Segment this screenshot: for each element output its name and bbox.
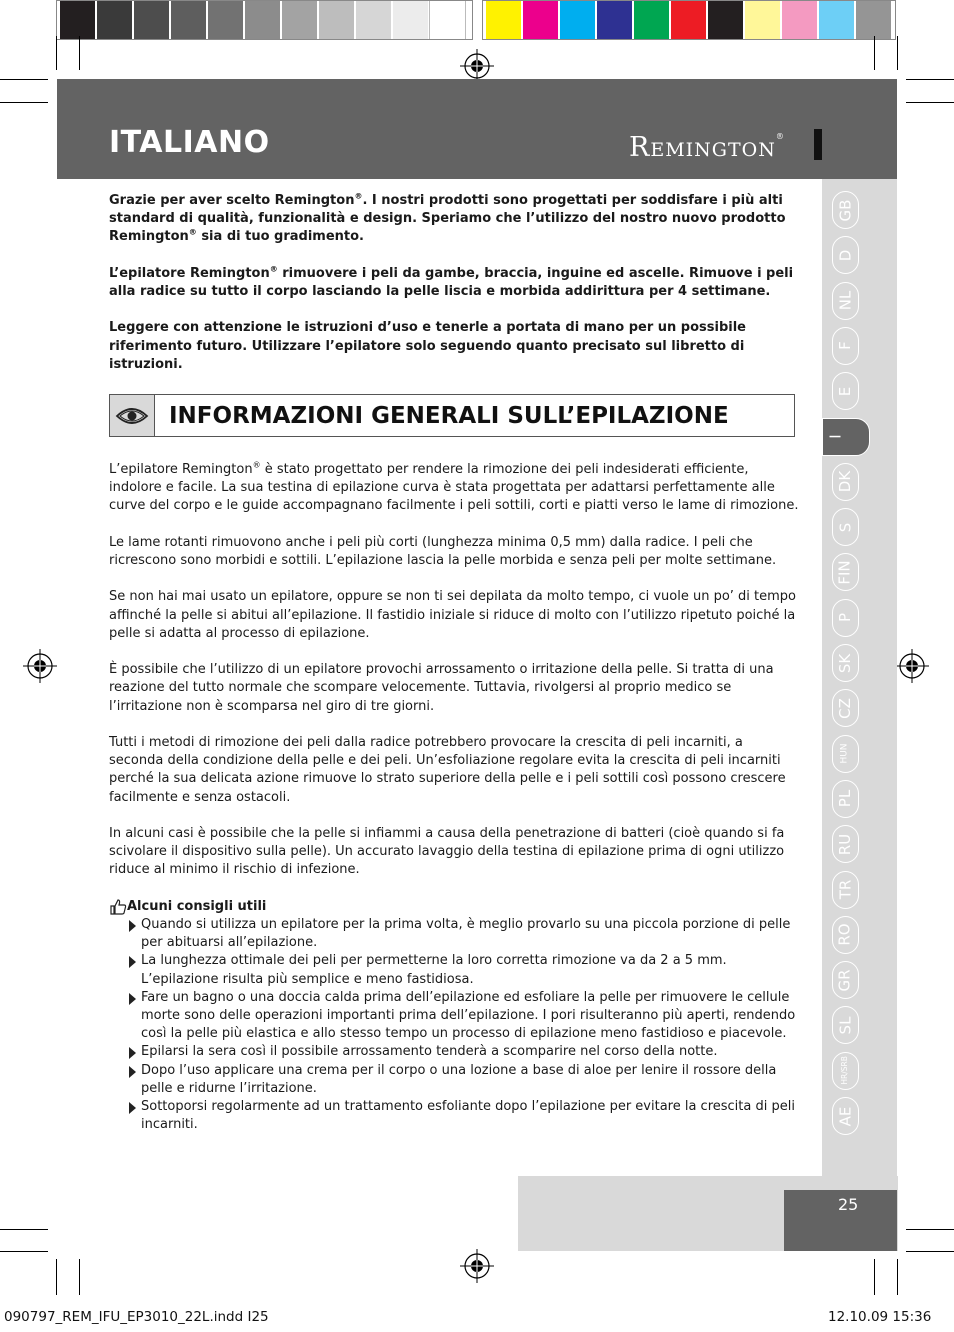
page-header [57,79,897,179]
language-tab-dk[interactable] [832,463,859,501]
language-tab-fin[interactable] [832,553,859,591]
crop-mark [56,1259,57,1295]
page-number: 25 [838,1195,859,1214]
swatch-frame [482,0,896,40]
language-tab-label: CZ [836,697,854,719]
tips-heading [109,898,799,916]
language-tab-label: S [836,522,854,532]
tip-item [109,1098,799,1134]
intro-paragraph: L’epilatore Remington® rimuovere i peli da gambe, braccia, inguine ed ascelle. Rimuove i peli alla radice su tutto il corpo lasciando la pelle liscia e morbida addirittura per 4 settimane. [109,264,794,299]
tip-item [109,989,799,1044]
language-tab-label: HUN [840,743,850,764]
intro-paragraph: Leggere con attenzione le istruzioni d’uso e tenerle a portata di mano per un possibile riferimento futuro. Utilizzare l’epilatore solo seguendo quanto precisato sul libretto di istruzioni. [109,320,746,372]
tip-text: Sottoporsi regolarmente ad un trattamento esfoliante dopo l’epilazione per evitare la crescita di peli incarniti. [141,1099,795,1133]
language-tab-hr-srb[interactable] [832,1052,859,1090]
bullet-arrow-icon [129,993,136,1005]
language-tab-p[interactable] [832,599,859,637]
language-tab-sl[interactable] [832,1006,859,1044]
tip-text: Fare un bagno o una doccia calda prima dell’epilazione ed esfoliare la pelle per rimuovere le cellule morte sono delle operazioni importanti prima dell’epilazione. I pori risulteranno più aperti, rendendo così la pelle più elastica e allo stesso tempo un processo di epilazione meno fastidioso e piacevole. [141,989,796,1042]
language-tab-ae[interactable] [832,1097,859,1135]
body-paragraph: In alcuni casi è possibile che la pelle si infiammi a causa della penetrazione di batteri (cioè quando si fa scivolare il dispositivo sulla pelle). Un accurato lavaggio della testina di epilazione prima di ogni utilizzo riduce al minimo il rischio di infezione. [109,825,785,878]
bullet-arrow-icon [129,1066,136,1078]
body-paragraph: Le lame rotanti rimuovono anche i peli più corti (lunghezza minima 0,5 mm) dalla radice. I peli che ricrescono sono morbidi e sottili. L’epilazione lascia la pelle morbida e senza peli per molte settimane. [109,534,777,568]
language-tab-pl[interactable] [832,780,859,818]
tip-text: La lunghezza ottimale dei peli per permetterne la loro corretta rimozione va da 2 a 5 mm. L’epilazione risulta più semplice e meno fastidiosa. [141,953,727,987]
bullet-arrow-icon [129,920,136,932]
language-tab-label: AE [836,1106,854,1126]
body-paragraph: Tutti i metodi di rimozione dei peli dalla radice potrebbero provocare la crescita di peli incarniti, a seconda della condizione della pelle e dei peli. Un’esfoliazione regolare evita la crescita di peli incarniti perché la sua delicata azione rimuove lo strato superiore della pelle e i peli sottili così possono crescere facilmente e senza ostacoli. [109,734,786,805]
language-tab-label: NL [835,290,854,311]
registration-mark-left [23,649,57,683]
language-tab-label: TR [836,879,854,900]
crop-mark [0,79,48,80]
language-tab-tr[interactable] [832,871,859,909]
tip-text: Epilarsi la sera così il possibile arrossamento tenderà a scomparire nel corso della notte. [141,1044,718,1060]
crop-mark [897,1259,898,1295]
swatch-frame [56,0,473,40]
language-tab-i[interactable] [822,418,870,456]
tip-item [109,1062,799,1098]
crop-mark [79,36,80,70]
brand-logo: REMINGTON® [629,132,785,163]
tip-text: Quando si utilizza un epilatore per la prima volta, è meglio provarlo su una piccola porzione di pelle per abituarsi all’epilazione. [141,916,791,951]
section-heading [109,394,795,437]
thumbs-up-icon [109,898,127,916]
language-sidebar [822,179,897,1176]
language-tab-label: E [835,386,854,396]
language-tab-label: SL [835,1016,854,1035]
registration-mark-right [895,649,929,683]
crop-mark [56,36,57,70]
language-tab-label: FIN [836,560,854,585]
language-tab-label: F [835,341,854,351]
language-tab-e[interactable] [832,372,859,410]
language-tab-gr[interactable] [832,961,859,999]
page-title: ITALIANO [109,125,270,160]
crop-mark [0,1229,48,1230]
file-slug: 090797_REM_IFU_EP3010_22L.indd I25 [4,1309,269,1325]
language-tab-gb[interactable] [832,191,859,229]
language-tab-label: P [835,613,854,623]
crop-mark [906,102,954,103]
language-tab-label: RO [835,923,854,946]
language-tab-ru[interactable] [832,825,859,863]
language-tab-label: DK [835,471,854,493]
body-paragraph: È possibile che l’utilizzo di un epilatore provochi arrossamento o irritazione della pelle. Si tratta di una reazione del tutto normale che scompare velocemente. Tuttavia, rivolgersi al proprio medico se l’irritazione non è scomparsa nel giro di tre giorni. [109,662,774,714]
eye-icon [115,406,149,426]
registration-mark-bottom [460,1249,494,1283]
tip-text: Dopo l’uso applicare una crema per il corpo o una lozione a base di aloe per lenire il rossore della pelle e ridurne l’irritazione. [141,1062,777,1096]
crop-mark [906,1229,954,1230]
tips-list [109,916,799,1134]
language-tab-label: GR [835,969,854,992]
eye-icon-box [110,395,155,436]
crop-mark [0,102,48,103]
language-tab-label: D [836,249,854,262]
language-tab-f[interactable] [832,327,859,365]
bullet-arrow-icon [129,956,136,968]
section-title: INFORMAZIONI GENERALI SULL’EPILAZIONE [169,402,729,429]
crop-mark [906,1251,954,1252]
language-tab-label: HR/SRB [840,1056,850,1085]
language-tab-cz[interactable] [832,689,859,727]
language-tab-d[interactable] [832,236,859,274]
crop-mark [0,1251,48,1252]
date-slug: 12.10.09 15:36 [828,1309,932,1325]
intro-text [109,192,799,392]
crop-mark [874,36,875,70]
language-tab-sk[interactable] [832,644,859,682]
language-tab-label: I [826,434,845,439]
language-tab-label: SK [835,653,854,673]
tip-item [109,952,799,988]
crop-mark [79,1259,80,1295]
crop-mark [874,1259,875,1295]
tips-title: Alcuni consigli utili [127,898,267,914]
bullet-arrow-icon [129,1102,136,1114]
language-tab-ro[interactable] [832,916,859,954]
language-tab-label: RU [836,833,854,855]
language-tab-s[interactable] [832,508,859,546]
body-paragraph: L’epilatore Remington® è stato progettato per rendere la rimozione dei peli indesiderati efficiente, indolore e facile. La sua testina di epilazione curva è stata progettata per adattarsi perfettamente alle curve del corpo e le guide accompagnano facilmente i peli sottili, corti e piatti verso le lame di rimozione. [109,460,799,514]
language-tab-label: GB [835,199,854,221]
language-tab-label: PL [836,790,854,808]
crop-mark [897,36,898,70]
registration-mark-top [460,49,494,83]
language-tab-nl[interactable] [832,282,859,320]
tip-item [109,916,799,952]
bullet-arrow-icon [129,1047,136,1059]
crop-mark [906,79,954,80]
body-text [109,461,799,1134]
language-tab-hun[interactable] [832,735,859,773]
intro-paragraph: Grazie per aver scelto Remington®. I nostri prodotti sono progettati per soddisfare i più alti standard di qualità, funzionalità e design. Speriamo che l’utilizzo del nostro nuovo prodotto Remington® sia di tuo gradimento. [109,191,786,245]
page-number-box [784,1190,897,1251]
body-paragraph: Se non hai mai usato un epilatore, oppure se non ti sei depilata da molto tempo, ci vuole un po’ di tempo affinché la pelle si abitui all’epilazione. Il fastidio iniziale si riduce di molto con l’utilizzo ripetuto poiché la pelle si adatta al processo di epilazione. [109,589,797,641]
brand-bar [814,129,822,160]
tip-item [109,1043,799,1061]
